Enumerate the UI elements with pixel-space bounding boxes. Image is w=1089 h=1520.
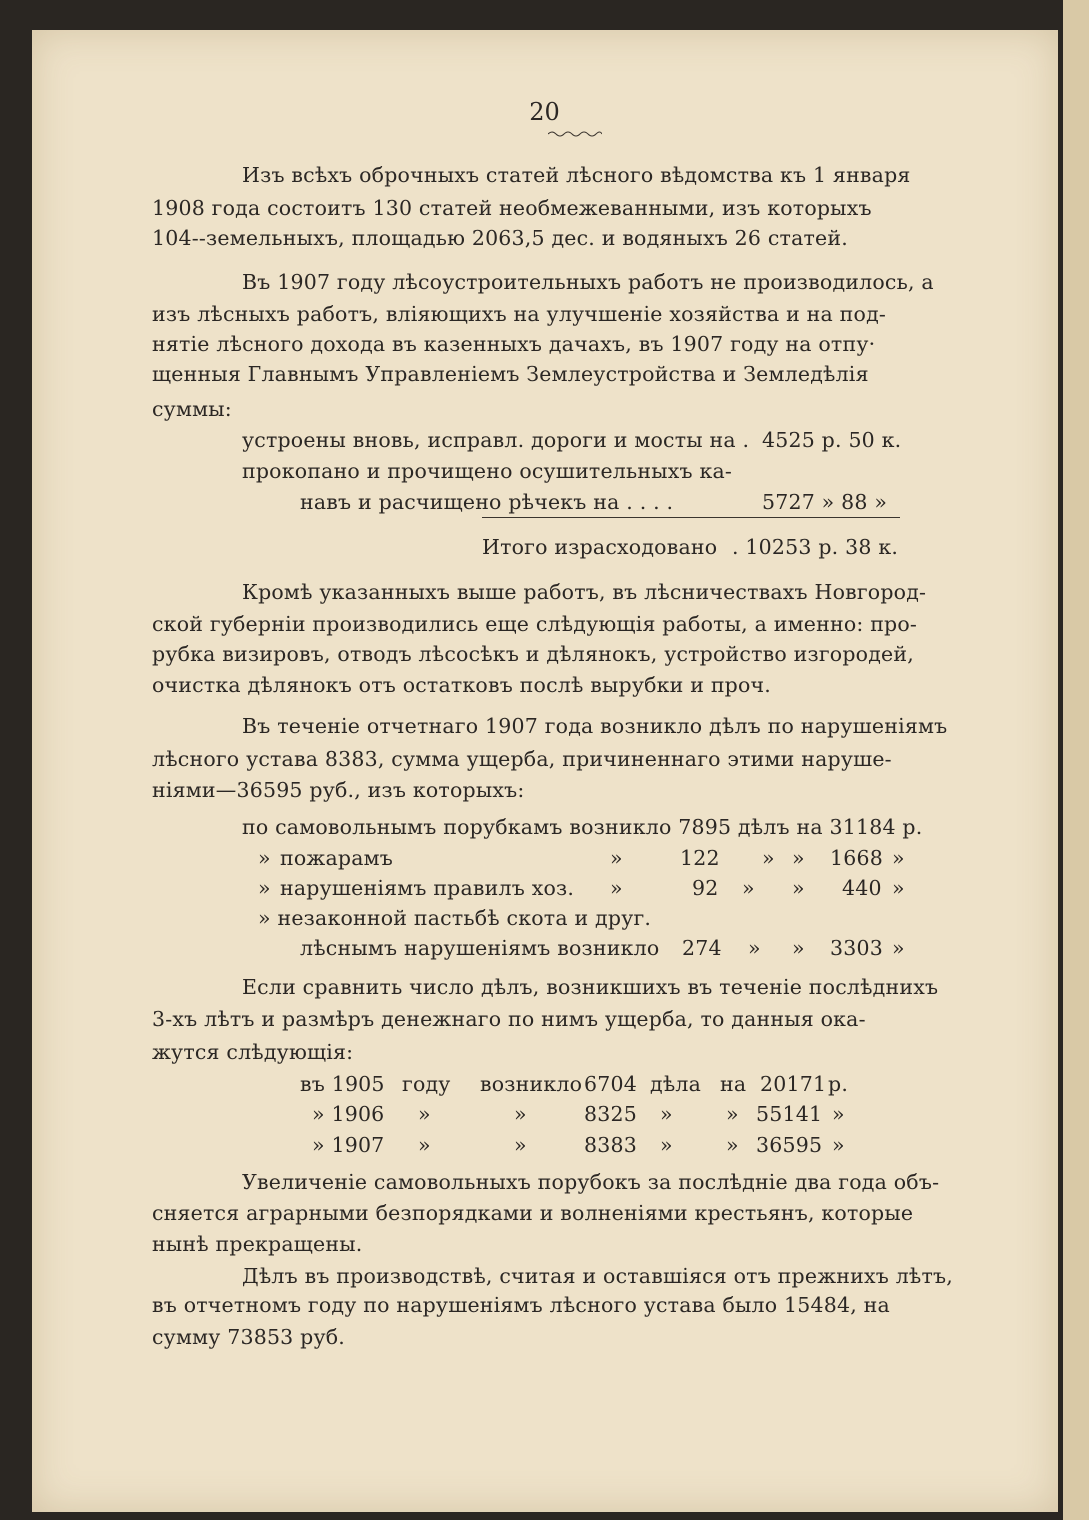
year-cell: р. <box>828 1072 849 1096</box>
paragraph-line: въ отчетномъ году по нарушеніямъ лѣсного устава было 15484, на <box>152 1293 890 1317</box>
year-cell: 55141 <box>756 1102 823 1126</box>
total-amount: . 10253 р. 38 к. <box>732 535 899 559</box>
paragraph-line: изъ лѣсныхъ работъ, вліяющихъ на улучшеніе хозяйства и на под- <box>152 302 887 326</box>
violations-cell: » <box>610 876 623 900</box>
violations-cell: нарушеніямъ правилъ хоз. <box>280 876 575 900</box>
page-number: 20 <box>529 98 560 126</box>
year-cell: 36595 <box>756 1133 823 1157</box>
violations-cell: 274 <box>682 936 722 960</box>
paragraph-line: Въ 1907 году лѣсоустроительныхъ работъ не производилось, а <box>242 270 934 294</box>
works-row-amount: 5727 » 88 » <box>762 490 888 514</box>
paragraph-line: 104--земельныхъ, площадью 2063,5 дес. и водяныхъ 26 статей. <box>152 226 848 250</box>
year-cell: » <box>726 1102 739 1126</box>
paragraph-line: Дѣлъ въ производствѣ, считая и оставшіяся отъ прежнихъ лѣтъ, <box>242 1264 953 1288</box>
paragraph-line: сумму 73853 руб. <box>152 1325 345 1349</box>
paragraph-line: Если сравнить число дѣлъ, возникшихъ въ теченіе послѣднихъ <box>242 975 939 999</box>
year-cell: въ 1905 <box>300 1072 385 1096</box>
sum-rule <box>482 517 900 518</box>
paragraph-line: сняется аграрными безпорядками и волненіями крестьянъ, которые <box>152 1201 914 1225</box>
paragraph-line: нятіе лѣсного дохода въ казенныхъ дачахъ, въ 1907 году на отпу· <box>152 332 876 356</box>
violations-cell: » <box>792 936 805 960</box>
paragraph-line: Въ теченіе отчетнаго 1907 года возникло дѣлъ по нарушеніямъ <box>242 714 948 738</box>
year-cell: » <box>832 1133 845 1157</box>
paragraph-line: ской губерніи производились еще слѣдующія работы, а именно: про- <box>152 612 918 636</box>
year-cell: » <box>660 1102 673 1126</box>
year-cell: 8383 <box>584 1133 637 1157</box>
year-cell: » <box>832 1102 845 1126</box>
violations-cell: » <box>792 846 805 870</box>
violations-cell: 440 <box>842 876 882 900</box>
violations-cell: 92 <box>692 876 719 900</box>
violations-cell: » <box>792 876 805 900</box>
violations-cell: 122 <box>680 846 720 870</box>
paragraph-line: жутся слѣдующія: <box>152 1040 354 1064</box>
year-cell: 6704 <box>584 1072 637 1096</box>
violations-cell: » <box>258 876 271 900</box>
paragraph-line: суммы: <box>152 397 232 421</box>
violations-cell: » <box>892 876 905 900</box>
violations-cell: » <box>742 876 755 900</box>
year-cell: на <box>720 1072 747 1096</box>
violations-row: » незаконной пастьбѣ скота и друг. <box>258 906 652 930</box>
year-cell: 8325 <box>584 1102 637 1126</box>
year-cell: » <box>418 1133 431 1157</box>
violations-cell: » <box>258 846 271 870</box>
year-cell: » <box>418 1102 431 1126</box>
year-cell: » <box>514 1133 527 1157</box>
paragraph-line: нынѣ прекращены. <box>152 1232 363 1256</box>
paragraph-line: 1908 года состоитъ 130 статей необмежеванными, изъ которыхъ <box>152 196 872 220</box>
year-cell: » <box>726 1133 739 1157</box>
year-cell: » 1907 <box>312 1133 385 1157</box>
page-edge <box>1063 0 1089 1520</box>
paper-page <box>32 30 1058 1512</box>
violations-cell: 1668 <box>830 846 883 870</box>
paragraph-line: Кромѣ указанныхъ выше работъ, въ лѣсничествахъ Новгород- <box>242 580 927 604</box>
paragraph-line: лѣсного устава 8383, сумма ущерба, причиненнаго этими наруше- <box>152 747 892 771</box>
violations-cell: » <box>610 846 623 870</box>
year-cell: дѣла <box>650 1072 702 1096</box>
paragraph-line: Изъ всѣхъ оброчныхъ статей лѣсного вѣдомства къ 1 января <box>242 163 911 187</box>
year-cell: году <box>402 1072 451 1096</box>
violations-cell: » <box>892 846 905 870</box>
paragraph-line: Увеличеніе самовольныхъ порубокъ за послѣдніе два года объ- <box>242 1170 940 1194</box>
paragraph-line: щенныя Главнымъ Управленіемъ Землеустройства и Земледѣлія <box>152 362 869 386</box>
total-label: Итого израсходовано <box>482 535 718 559</box>
year-cell: 20171 <box>760 1072 827 1096</box>
paragraph-line: очистка дѣлянокъ отъ остатковъ послѣ вырубки и проч. <box>152 673 772 697</box>
violations-cell: » <box>892 936 905 960</box>
violations-cell: 3303 <box>830 936 883 960</box>
paragraph-line: ніями—36595 руб., изъ которыхъ: <box>152 778 525 802</box>
works-row-label: прокопано и прочищено осушительныхъ ка- <box>242 459 733 483</box>
paragraph-line: рубка визировъ, отводъ лѣсосѣкъ и дѣлянокъ, устройство изгородей, <box>152 642 914 666</box>
paragraph-line: 3-хъ лѣтъ и размѣръ денежнаго по нимъ ущерба, то данныя ока- <box>152 1007 866 1031</box>
year-cell: » <box>514 1102 527 1126</box>
works-row-label: навъ и расчищено рѣчекъ на . . . . <box>300 490 674 514</box>
violations-row: по самовольнымъ порубкамъ возникло 7895 дѣлъ на 31184 р. <box>242 815 923 839</box>
year-cell: возникло <box>480 1072 583 1096</box>
violations-cell: » <box>748 936 761 960</box>
violations-cell: пожарамъ <box>280 846 394 870</box>
works-row-label: устроены вновь, исправл. дороги и мосты на . <box>242 428 750 452</box>
year-cell: » <box>660 1133 673 1157</box>
works-row-amount: 4525 р. 50 к. <box>762 428 902 452</box>
ornament-squiggle <box>548 130 602 138</box>
violations-cell: лѣснымъ нарушеніямъ возникло <box>300 936 660 960</box>
violations-cell: » <box>762 846 775 870</box>
year-cell: » 1906 <box>312 1102 385 1126</box>
